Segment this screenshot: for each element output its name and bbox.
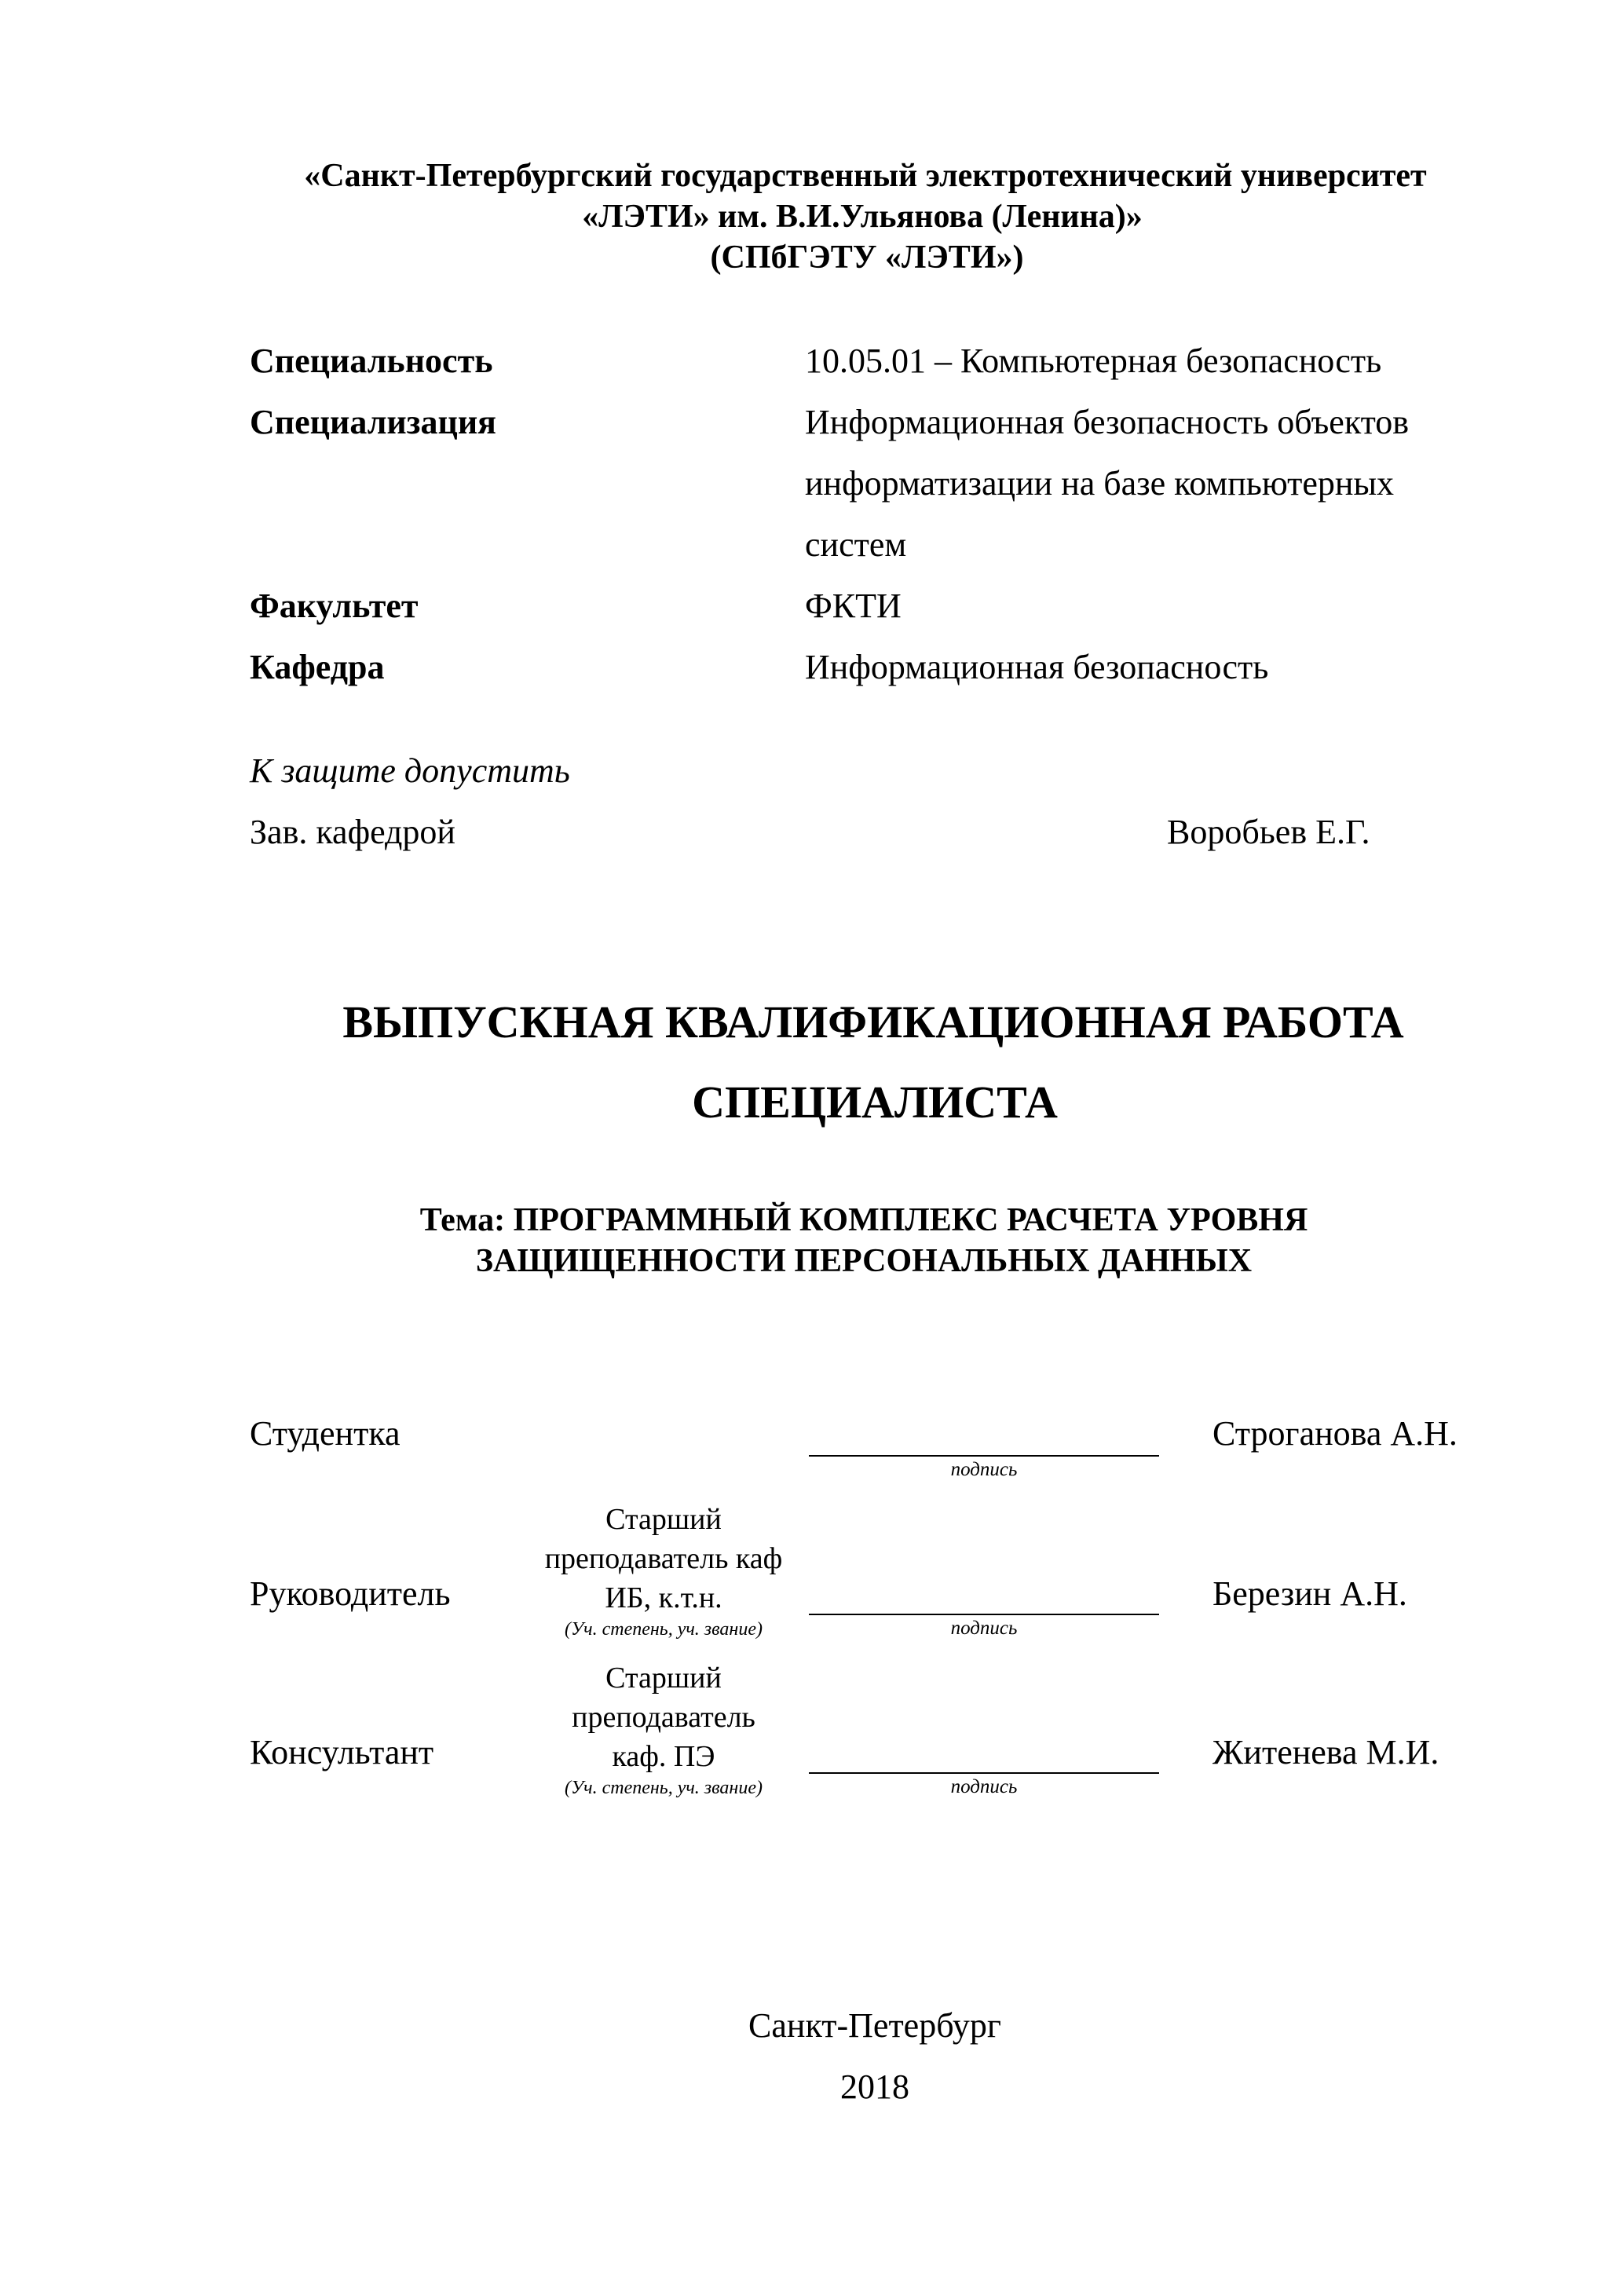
student-name: Строганова А.Н. xyxy=(1213,1414,1458,1453)
supervisor-position: Старший преподаватель каф ИБ, к.т.н. xyxy=(544,1503,783,1614)
topic-line-1: Тема: ПРОГРАММНЫЙ КОМПЛЕКС РАСЧЕТА УРОВНЯ xyxy=(419,1202,1308,1238)
university-abbr: (СПбГЭТУ «ЛЭТИ») xyxy=(710,239,1024,276)
specialty-value: 10.05.01 – Компьютерная безопасность xyxy=(805,342,1382,380)
department-label: Кафедра xyxy=(250,648,385,686)
head-of-department-name: Воробьев Е.Г. xyxy=(1167,813,1370,851)
university-name-line-2: «ЛЭТИ» им. В.И.Ульянова (Ленина)» xyxy=(582,199,1143,235)
city: Санкт-Петербург xyxy=(748,2006,1001,2045)
specialization-value-line-2: информатизации на базе компьютерных xyxy=(805,464,1395,503)
specialty-label: Специальность xyxy=(250,342,493,380)
student-signature-caption: подпись xyxy=(950,1459,1018,1480)
supervisor-signature-line xyxy=(809,1614,1159,1615)
faculty-value: ФКТИ xyxy=(805,587,902,625)
specialization-value-line-3: систем xyxy=(805,525,907,564)
faculty-label: Факультет xyxy=(250,587,419,625)
topic-line-2: ЗАЩИЩЕННОСТИ ПЕРСОНАЛЬНЫХ ДАННЫХ xyxy=(475,1243,1253,1279)
head-of-department-label: Зав. кафедрой xyxy=(250,813,455,851)
student-signature-line xyxy=(809,1455,1159,1457)
consultant-name: Житенева М.И. xyxy=(1213,1733,1439,1771)
specialization-value-line-1: Информационная безопасность объектов xyxy=(805,403,1410,441)
consultant-signature-caption: подпись xyxy=(950,1776,1018,1797)
university-name-line-1: «Санкт-Петербургский государственный электротехнический университет xyxy=(304,158,1427,194)
supervisor-degree-caption: (Уч. степень, уч. звание) xyxy=(565,1619,763,1640)
student-role: Студентка xyxy=(250,1414,401,1453)
consultant-position: Старший преподаватель каф. ПЭ xyxy=(572,1662,755,1773)
document-title-line-1: ВЫПУСКНАЯ КВАЛИФИКАЦИОННАЯ РАБОТА xyxy=(342,996,1404,1047)
specialization-label: Специализация xyxy=(250,403,496,441)
year: 2018 xyxy=(840,2067,909,2106)
consultant-role: Консультант xyxy=(250,1733,434,1771)
supervisor-signature-caption: подпись xyxy=(950,1618,1018,1639)
document-title-line-2: СПЕЦИАЛИСТА xyxy=(692,1077,1058,1128)
consultant-degree-caption: (Уч. степень, уч. звание) xyxy=(565,1778,763,1798)
supervisor-role: Руководитель xyxy=(250,1574,451,1613)
consultant-signature-line xyxy=(809,1772,1159,1774)
admit-to-defense: К защите допустить xyxy=(250,751,570,790)
supervisor-name: Березин А.Н. xyxy=(1213,1574,1407,1613)
department-value: Информационная безопасность xyxy=(805,648,1269,686)
